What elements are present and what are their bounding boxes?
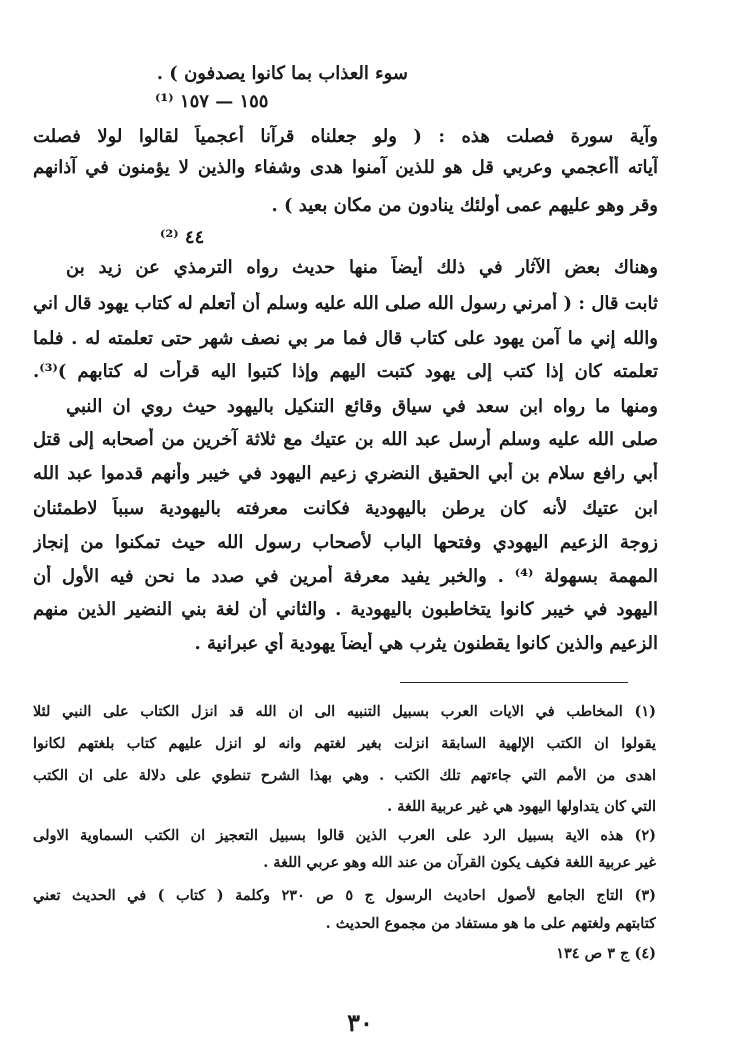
body-line-14: المهمة بسهولة ⁽⁴⁾ . والخبر يفيد معرفة أمرين في صدد ما نحن فيه الأول أن xyxy=(33,566,658,587)
footnote-3-line-1: (٣) التاج الجامع لأصول احاديث الرسول ج ٥ ص ٢٣٠ وكلمة ( كتاب ) في الحديث تعني xyxy=(33,887,656,904)
footnote-4-line-1: (٤) ج ٣ ص ١٣٤ xyxy=(556,945,656,962)
body-line-2: وآية سورة فصلت هذه : ( ولو جعلناه قرآنا أعجمياً لقالوا لولا فصلت xyxy=(33,126,658,147)
body-line-7: والله إني ما آمن يهود على كتاب قال فما مر بي نصف شهر حتى تعلمته له . فلما xyxy=(33,328,658,349)
body-line-11: أبي رافع سلام بن أبي الحقيق النضري زعيم اليهود في خيبر وأنهم قدموا عبد الله xyxy=(33,463,658,484)
body-line-12: ابن عتيك لأنه كان يرطن باليهودية فكانت معرفته باليهودية سبباً لاطمئنان xyxy=(33,498,658,519)
body-line-16: الزعيم والذين كانوا يقطنون يثرب هي أيضاً يهودية أي عبرانية . xyxy=(194,633,658,654)
footnote-3-line-2: كتابتهم ولغتهم على ما هو مستفاد من مجموع الحديث . xyxy=(325,915,656,932)
verse-reference-1: ١٥٥ — ١٥٧ ⁽¹⁾ xyxy=(155,91,269,112)
footnote-1-line-3: اهدى من الأمم التي جاءتهم تلك الكتب . وهي بهذا الشرح تنطوي على دلالة على ان الكتب xyxy=(33,767,656,784)
footnote-1-line-2: يقولوا ان الكتب الإلهية السابقة انزلت بغير لغتهم وانه لو انزل عليهم كتاب بلغتهم لكانوا xyxy=(33,735,656,752)
body-line-9: ومنها ما رواه ابن سعد في سياق وقائع التنكيل باليهود حيث روي ان النبي xyxy=(66,396,658,417)
footnote-1-line-4: التي كان يتداولها اليهود هي غير عربية اللغة . xyxy=(387,798,656,815)
body-line-3: آياته أأعجمي وعربي قل هو للذين آمنوا هدى وشفاء والذين لا يؤمنون في آذانهم xyxy=(33,157,658,178)
page-number: ٣٠ xyxy=(347,1008,373,1037)
footnote-2-line-2: غير عربية اللغة فكيف يكون القرآن من عند الله وهو عربي اللغة . xyxy=(263,854,656,871)
footnote-2-line-1: (٢) هذه الاية بسبيل الرد على العرب الذين قالوا بسبيل التعجيز ان الكتب السماوية الاولى xyxy=(33,827,656,844)
footnote-separator xyxy=(400,682,628,683)
body-line-1: سوء العذاب بما كانوا يصدفون ) . xyxy=(156,63,408,84)
body-line-13: زوجة الزعيم اليهودي وفتحها الباب لأصحاب رسول الله حيث تمكنوا من إنجاز xyxy=(33,532,658,553)
verse-reference-2: ٤٤ ⁽²⁾ xyxy=(160,227,205,248)
body-line-4: وقر وهو عليهم عمى أولئك ينادون من مكان بعيد ) . xyxy=(271,195,658,216)
body-line-6: ثابت قال : ( أمرني رسول الله صلى الله عليه وسلم أن أتعلم له كتاب يهود قال اني xyxy=(33,293,658,314)
footnote-1-line-1: (١) المخاطب في الايات العرب بسبيل التنبيه الى ان الله قد انزل الكتاب على النبي لئلا xyxy=(33,703,656,720)
body-line-8: تعلمته كان إذا كتب إلى يهود كتبت اليهم وإذا كتبوا اليه قرأت له كتابهم )⁽³⁾. xyxy=(33,361,658,382)
body-line-5: وهناك بعض الآثار في ذلك أيضاً منها حديث رواه الترمذي عن زيد بن xyxy=(66,257,658,278)
body-line-10: صلى الله عليه وسلم أرسل عبد الله بن عتيك مع ثلاثة آخرين من أصحابه إلى قتل xyxy=(33,429,658,450)
body-line-15: اليهود في خيبر كانوا يتخاطبون باليهودية . والثاني أن لغة بني النضير الذين منهم xyxy=(33,599,658,620)
